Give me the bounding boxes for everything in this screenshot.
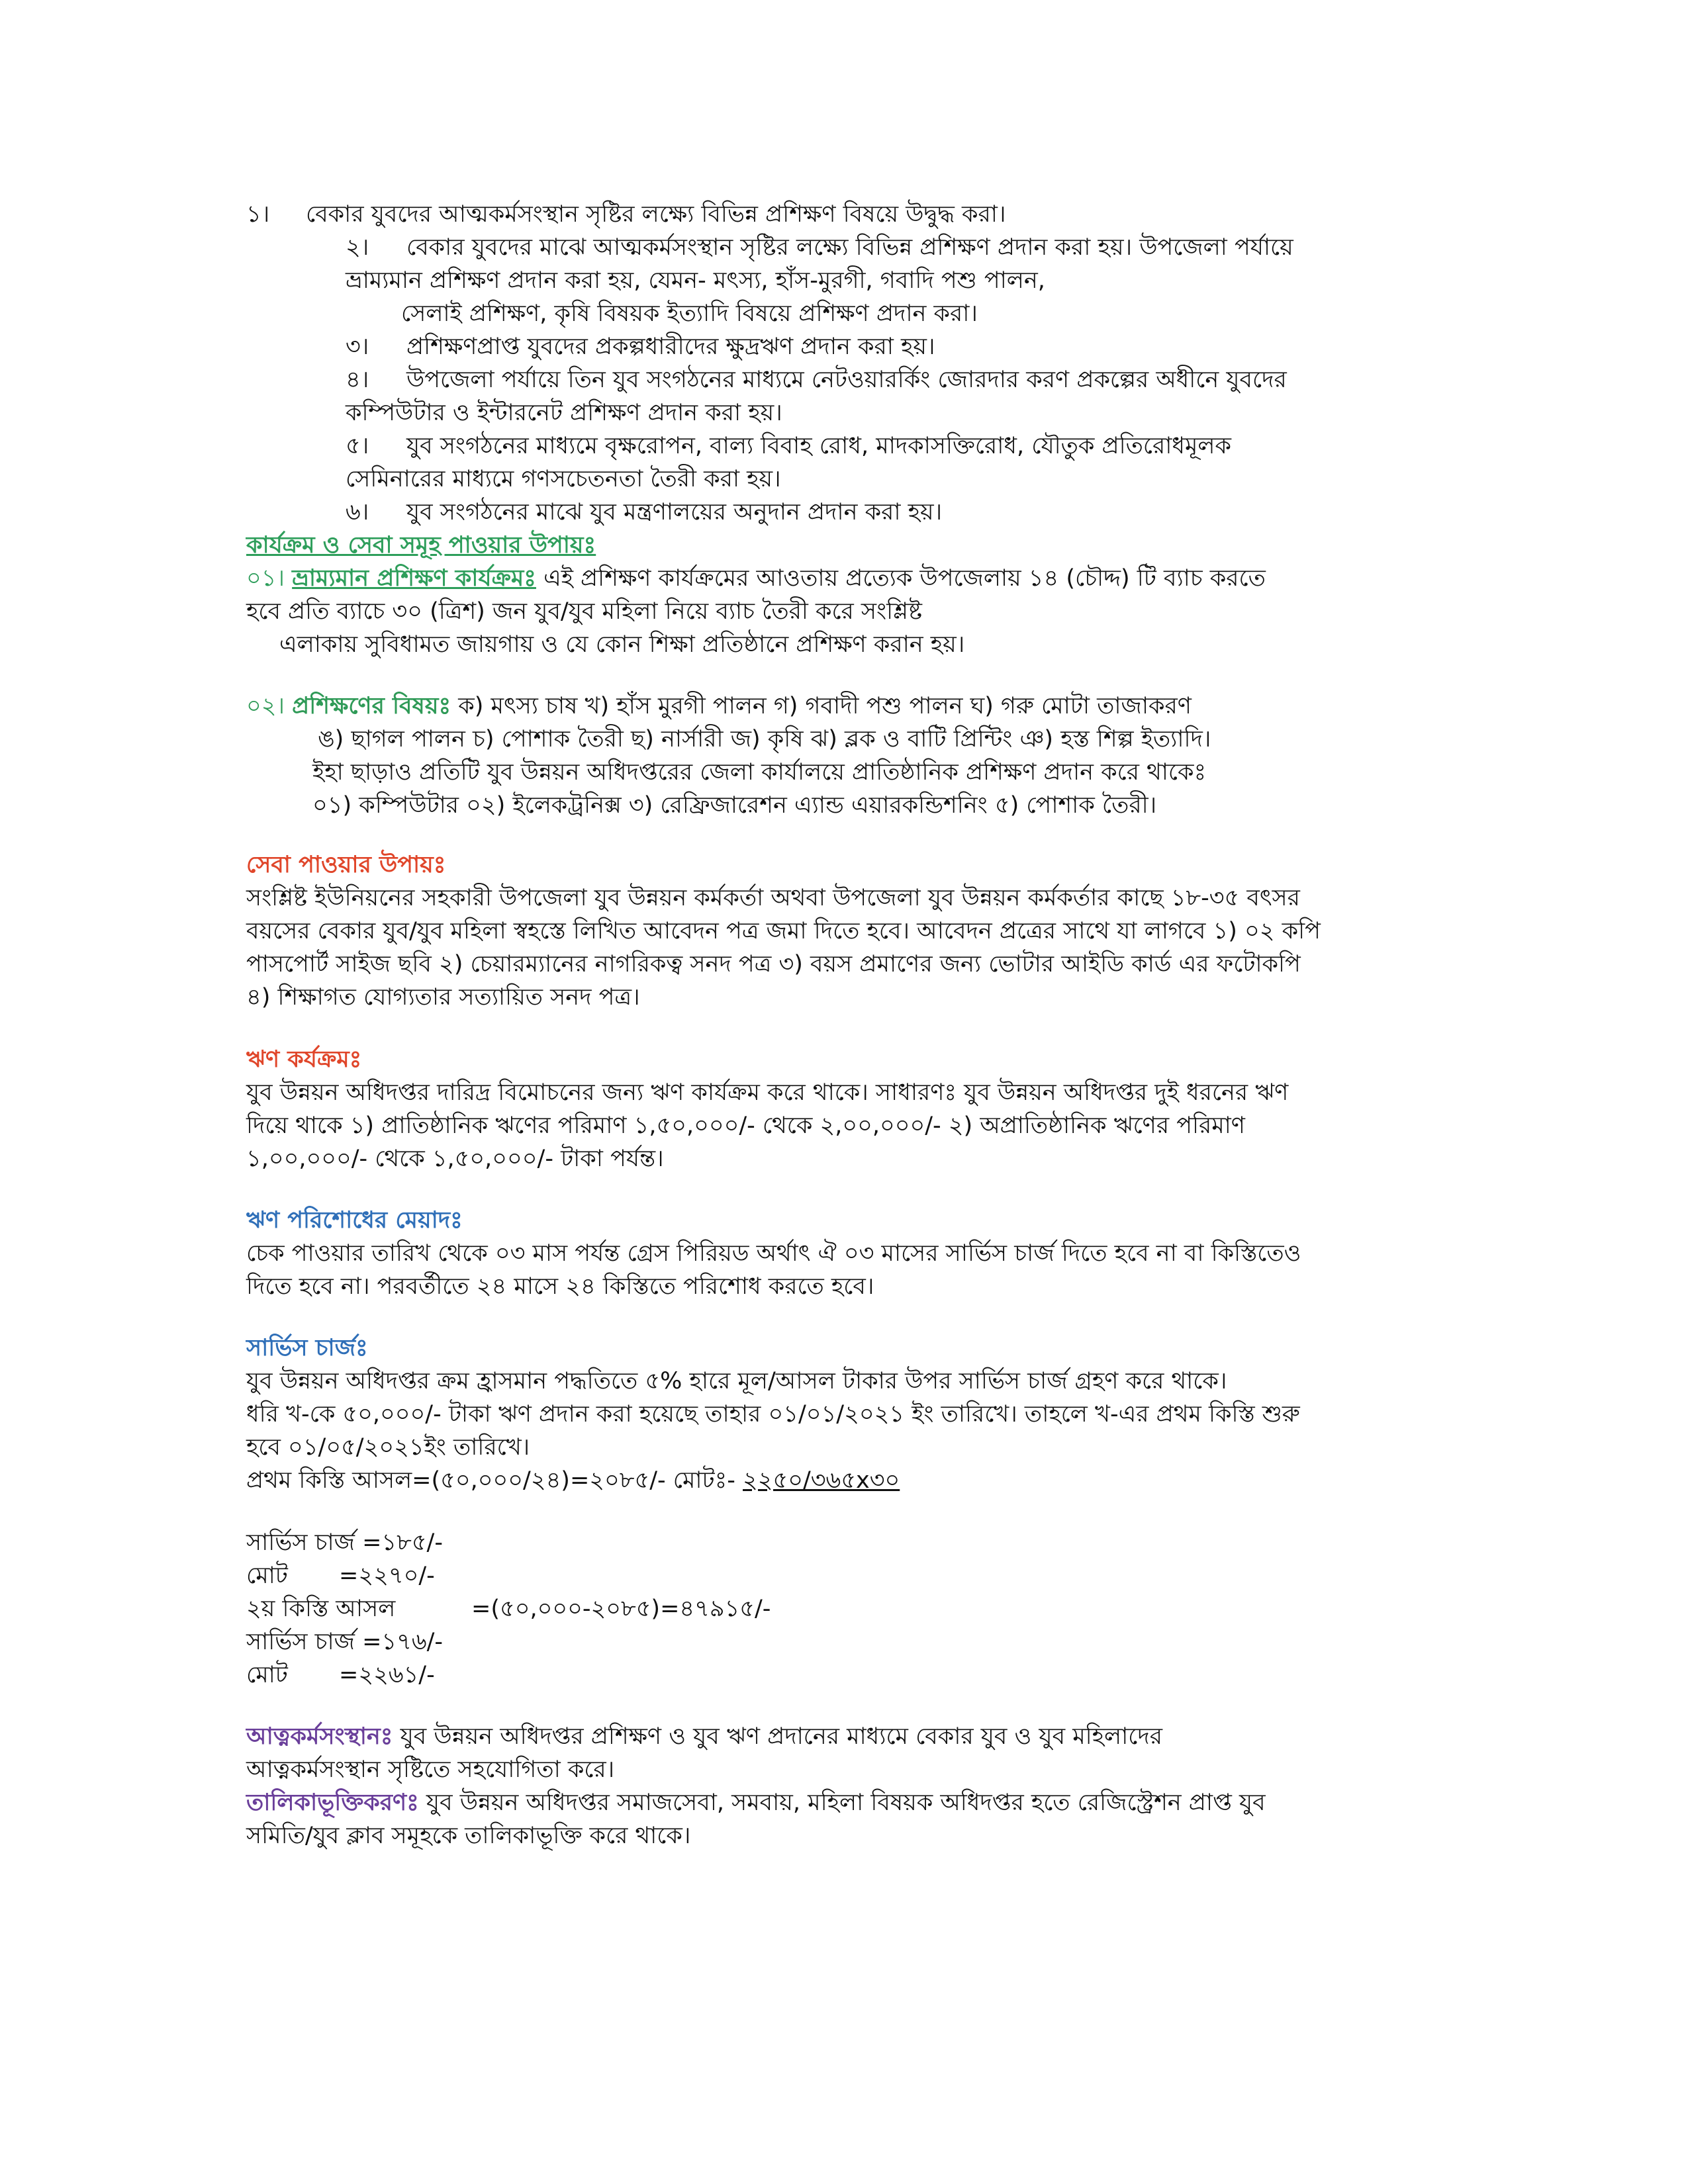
program-1-text: এই প্রশিক্ষণ কার্যক্রমের আওতায় প্রত্যেক উপজেলায় ১৪ (চৌদ্দ) টি ব্যাচ করতে: [543, 565, 1266, 592]
calc-label: ২য় কিস্তি আসল: [246, 1596, 396, 1622]
item-number: ৩।: [346, 334, 369, 360]
item-text: বেকার যুবদের মাঝে আত্মকর্মসংস্থান সৃষ্টির লক্ষ্যে বিভিন্ন প্রশিক্ষণ প্রদান করা হয়। উপজেলা পর্যায়ে: [406, 234, 1293, 261]
calc-row-5: [246, 1659, 435, 1691]
service-item-2-line3: সেলাই প্রশিক্ষণ, কৃষি বিষয়ক ইত্যাদি বিষয়ে প্রশিক্ষণ প্রদান করা।: [401, 300, 978, 327]
item-number: ৪।: [346, 367, 369, 393]
item-text: যুব সংগঠনের মাঝে যুব মন্ত্রণালয়ের অনুদান প্রদান করা হয়।: [406, 499, 943, 525]
loan-line1: যুব উন্নয়ন অধিদপ্তর দারিদ্র বিমোচনের জন্য ঋণ কার্যক্রম করে থাকে। সাধারণঃ যুব উন্নয়ন অধিদপ্তর দুই ধরনের ঋণ: [246, 1079, 1289, 1106]
program-2-line3: ইহা ছাড়াও প্রতিটি যুব উন্নয়ন অধিদপ্তরের জেলা কার্যালয়ে প্রাতিষ্ঠানিক প্রশিক্ষণ প্রদান করে থাকেঃ: [312, 759, 1207, 786]
program-2-title: প্রশিক্ষণের বিষয়ঃ: [292, 693, 451, 719]
item-number: ২।: [346, 234, 369, 261]
service-charge-heading: সার্ভিস চার্জঃ: [246, 1335, 368, 1361]
self-employment-heading: আত্নকর্মসংস্থানঃ: [246, 1723, 393, 1750]
program-2: [246, 690, 1192, 722]
loan-heading: ঋণ কর্যক্রমঃ: [246, 1046, 362, 1073]
service-item-3: [346, 331, 935, 363]
loan-line3: ১,০০,০০০/- থেকে ১,৫০,০০০/- টাকা পর্যন্ত।: [246, 1146, 664, 1172]
program-1-title: ভ্রাম্যমান প্রশিক্ষণ কার্যক্রমঃ: [292, 565, 536, 592]
calc-text: প্রথম কিস্তি আসল=(৫০,০০০/২৪)=২০৮৫/- মোটঃ-: [246, 1467, 743, 1494]
repayment-heading: ঋণ পরিশোধের মেয়াদঃ: [246, 1207, 463, 1234]
item-text: উপজেলা পর্যায়ে তিন যুব সংগঠনের মাধ্যমে নেটওয়ারর্কিং জোরদার করণ প্রকল্পের অধীনে যুবদের: [406, 367, 1287, 393]
calc-row-3: [246, 1593, 771, 1625]
service-item-6: [346, 496, 942, 528]
enlistment-heading: তালিকাভূক্তিকরণঃ: [246, 1790, 419, 1816]
service-method-line2: বয়সের বেকার যুব/যুব মহিলা স্বহস্তে লিখিত আবেদন পত্র জমা দিতে হবে। আবেদন প্রত্রের সাথে যা লাগবে ১) ০২ কপি: [246, 918, 1321, 944]
self-employment-line2: আত্নকর্মসংস্থান সৃষ্টিতে সহযোগিতা করে।: [246, 1756, 615, 1783]
program-1-line3: এলাকায় সুবিধামত জায়গায় ও যে কোন শিক্ষা প্রতিষ্ঠানে প্রশিক্ষণ করান হয়।: [279, 631, 965, 658]
service-charge-calc: [246, 1465, 900, 1496]
repayment-line1: চেক পাওয়ার তারিখ থেকে ০৩ মাস পর্যন্ত গ্রেস পিরিয়ড অর্থাৎ ঐ ০৩ মাসের সার্ভিস চার্জ দিতে হবে না বা কিস্তিতেও: [246, 1240, 1301, 1267]
calc-label: মোট: [246, 1563, 288, 1589]
service-item-2: [346, 232, 1293, 263]
service-method-line4: ৪) শিক্ষাগত যোগ্যতার সত্যায়িত সনদ পত্র।: [246, 984, 640, 1011]
calc-label: মোট: [246, 1662, 288, 1688]
item-number: ৫।: [346, 433, 369, 459]
service-method-line3: পাসপোর্ট সাইজ ছবি ২) চেয়ারম্যানের নাগরিকত্ব সনদ পত্র ৩) বয়স প্রমাণের জন্য ভোটার আইডি কার্ড এর ফটোকপি: [246, 951, 1301, 978]
self-employment: [246, 1721, 1162, 1752]
service-charge-line2: ধরি খ-কে ৫০,০০০/- টাকা ঋণ প্রদান করা হয়েছে তাহার ০১/০১/২০২১ ইং তারিখে। তাহলে খ-এর প্রথম কিস্তি শুরু: [246, 1401, 1300, 1428]
service-item-2-line2: ভ্রাম্যমান প্রশিক্ষণ প্রদান করা হয়, যেমন- মৎস্য, হাঁস-মুরগী, গবাদি পশু পালন,: [346, 267, 1045, 294]
self-employment-text: যুব উন্নয়ন অধিদপ্তর প্রশিক্ষণ ও যুব ঋণ প্রদানের মাধ্যমে বেকার যুব ও যুব মহিলাদের: [393, 1723, 1162, 1750]
programs-heading: কার্যক্রম ও সেবা সমূহ পাওয়ার উপায়ঃ: [246, 532, 596, 559]
calc-row-4: সার্ভিস চার্জ =১৭৬/-: [246, 1629, 444, 1655]
program-1-line2: হবে প্রতি ব্যাচে ৩০ (ত্রিশ) জন যুব/যুব মহিলা নিয়ে ব্যাচ তৈরী করে সংশ্লিষ্ট: [246, 598, 922, 625]
calc-row-2: [246, 1560, 435, 1592]
item-text: প্রশিক্ষণপ্রাপ্ত যুবদের প্রকল্পধারীদের ক্ষুদ্রঋণ প্রদান করা হয়।: [406, 334, 935, 360]
calc-value: =(৫০,০০০-২০৮৫)=৪৭৯১৫/-: [471, 1596, 771, 1622]
service-charge-line1: যুব উন্নয়ন অধিদপ্তর ক্রম হ্রাসমান পদ্ধতিতে ৫% হারে মূল/আসল টাকার উপর সার্ভিস চার্জ গ্রহণ করে থাকে।: [246, 1368, 1227, 1394]
service-item-5-line2: সেমিনারের মাধ্যমে গণসচেতনতা তৈরী করা হয়।: [346, 466, 781, 492]
calc-formula: ২২৫০/৩৬৫x৩০: [743, 1467, 900, 1494]
item-text: বেকার যুবদের আত্মকর্মসংস্থান সৃষ্টির লক্ষ্যে বিভিন্ন প্রশিক্ষণ বিষয়ে উদ্বুদ্ধ করা।: [306, 201, 1006, 228]
service-item-5: [346, 430, 1231, 462]
service-method-line1: সংশ্লিষ্ট ইউনিয়নের সহকারী উপজেলা যুব উন্নয়ন কর্মকর্তা অথবা উপজেলা যুব উন্নয়ন কর্মকর্তার কাছে ১৮-৩৫ বৎসর: [246, 885, 1300, 911]
repayment-line2: দিতে হবে না। পরবর্তীতে ২৪ মাসে ২৪ কিস্তিতে পরিশোধ করতে হবে।: [246, 1273, 874, 1300]
service-item-4-line2: কম্পিউটার ও ইন্টারনেট প্রশিক্ষণ প্রদান করা হয়।: [346, 400, 782, 426]
calc-value: =২২৭০/-: [339, 1563, 435, 1589]
service-item-4: [346, 364, 1287, 396]
item-number: ৬।: [346, 499, 369, 525]
program-2-text: ক) মৎস্য চাষ খ) হাঁস মুরগী পালন গ) গবাদী পশু পালন ঘ) গরু মোটা তাজাকরণ: [458, 693, 1192, 719]
service-charge-line3: হবে ০১/০৫/২০২১ইং তারিখে।: [246, 1434, 530, 1461]
calc-value: =২২৬১/-: [339, 1662, 435, 1688]
item-number: ০১।: [246, 565, 285, 592]
service-method-heading: সেবা পাওয়ার উপায়ঃ: [246, 852, 446, 878]
item-text: যুব সংগঠনের মাধ্যমে বৃক্ষরোপন, বাল্য বিবাহ রোধ, মাদকাসক্তিরোধ, যৌতুক প্রতিরোধমূলক: [406, 433, 1231, 459]
item-number: ০২।: [246, 693, 285, 719]
program-1: [246, 563, 1266, 594]
program-2-line4: ০১) কম্পিউটার ০২) ইলেকট্রনিক্স ৩) রেফ্রিজারেশন এ্যান্ড এয়ারকন্ডিশনিং ৫) পোশাক তৈরী।: [312, 792, 1157, 819]
item-number: ১।: [246, 201, 270, 228]
loan-line2: দিয়ে থাকে ১) প্রাতিষ্ঠানিক ঋণের পরিমাণ ১,৫০,০০০/- থেকে ২,০০,০০০/- ২) অপ্রাতিষ্ঠানিক ঋণের পরিমাণ: [246, 1113, 1245, 1139]
enlistment: [246, 1787, 1266, 1819]
program-2-line2: ঙ) ছাগল পালন চ) পোশাক তৈরী ছ) নার্সারী জ) কৃষি ঝ) ব্লক ও বাটি প্রিন্টিং ঞ) হস্ত শিল্প ইত্যাদি।: [318, 726, 1211, 752]
calc-row-1: সার্ভিস চার্জ =১৮৫/-: [246, 1529, 443, 1556]
enlistment-text: যুব উন্নয়ন অধিদপ্তর সমাজসেবা, সমবায়, মহিলা বিষয়ক অধিদপ্তর হতে রেজিস্ট্রেশন প্রাপ্ত যুব: [418, 1790, 1266, 1816]
service-item-1: [246, 199, 1006, 230]
enlistment-line2: সমিতি/যুব ক্লাব সমূহকে তালিকাভূক্তি করে থাকে।: [246, 1823, 691, 1849]
